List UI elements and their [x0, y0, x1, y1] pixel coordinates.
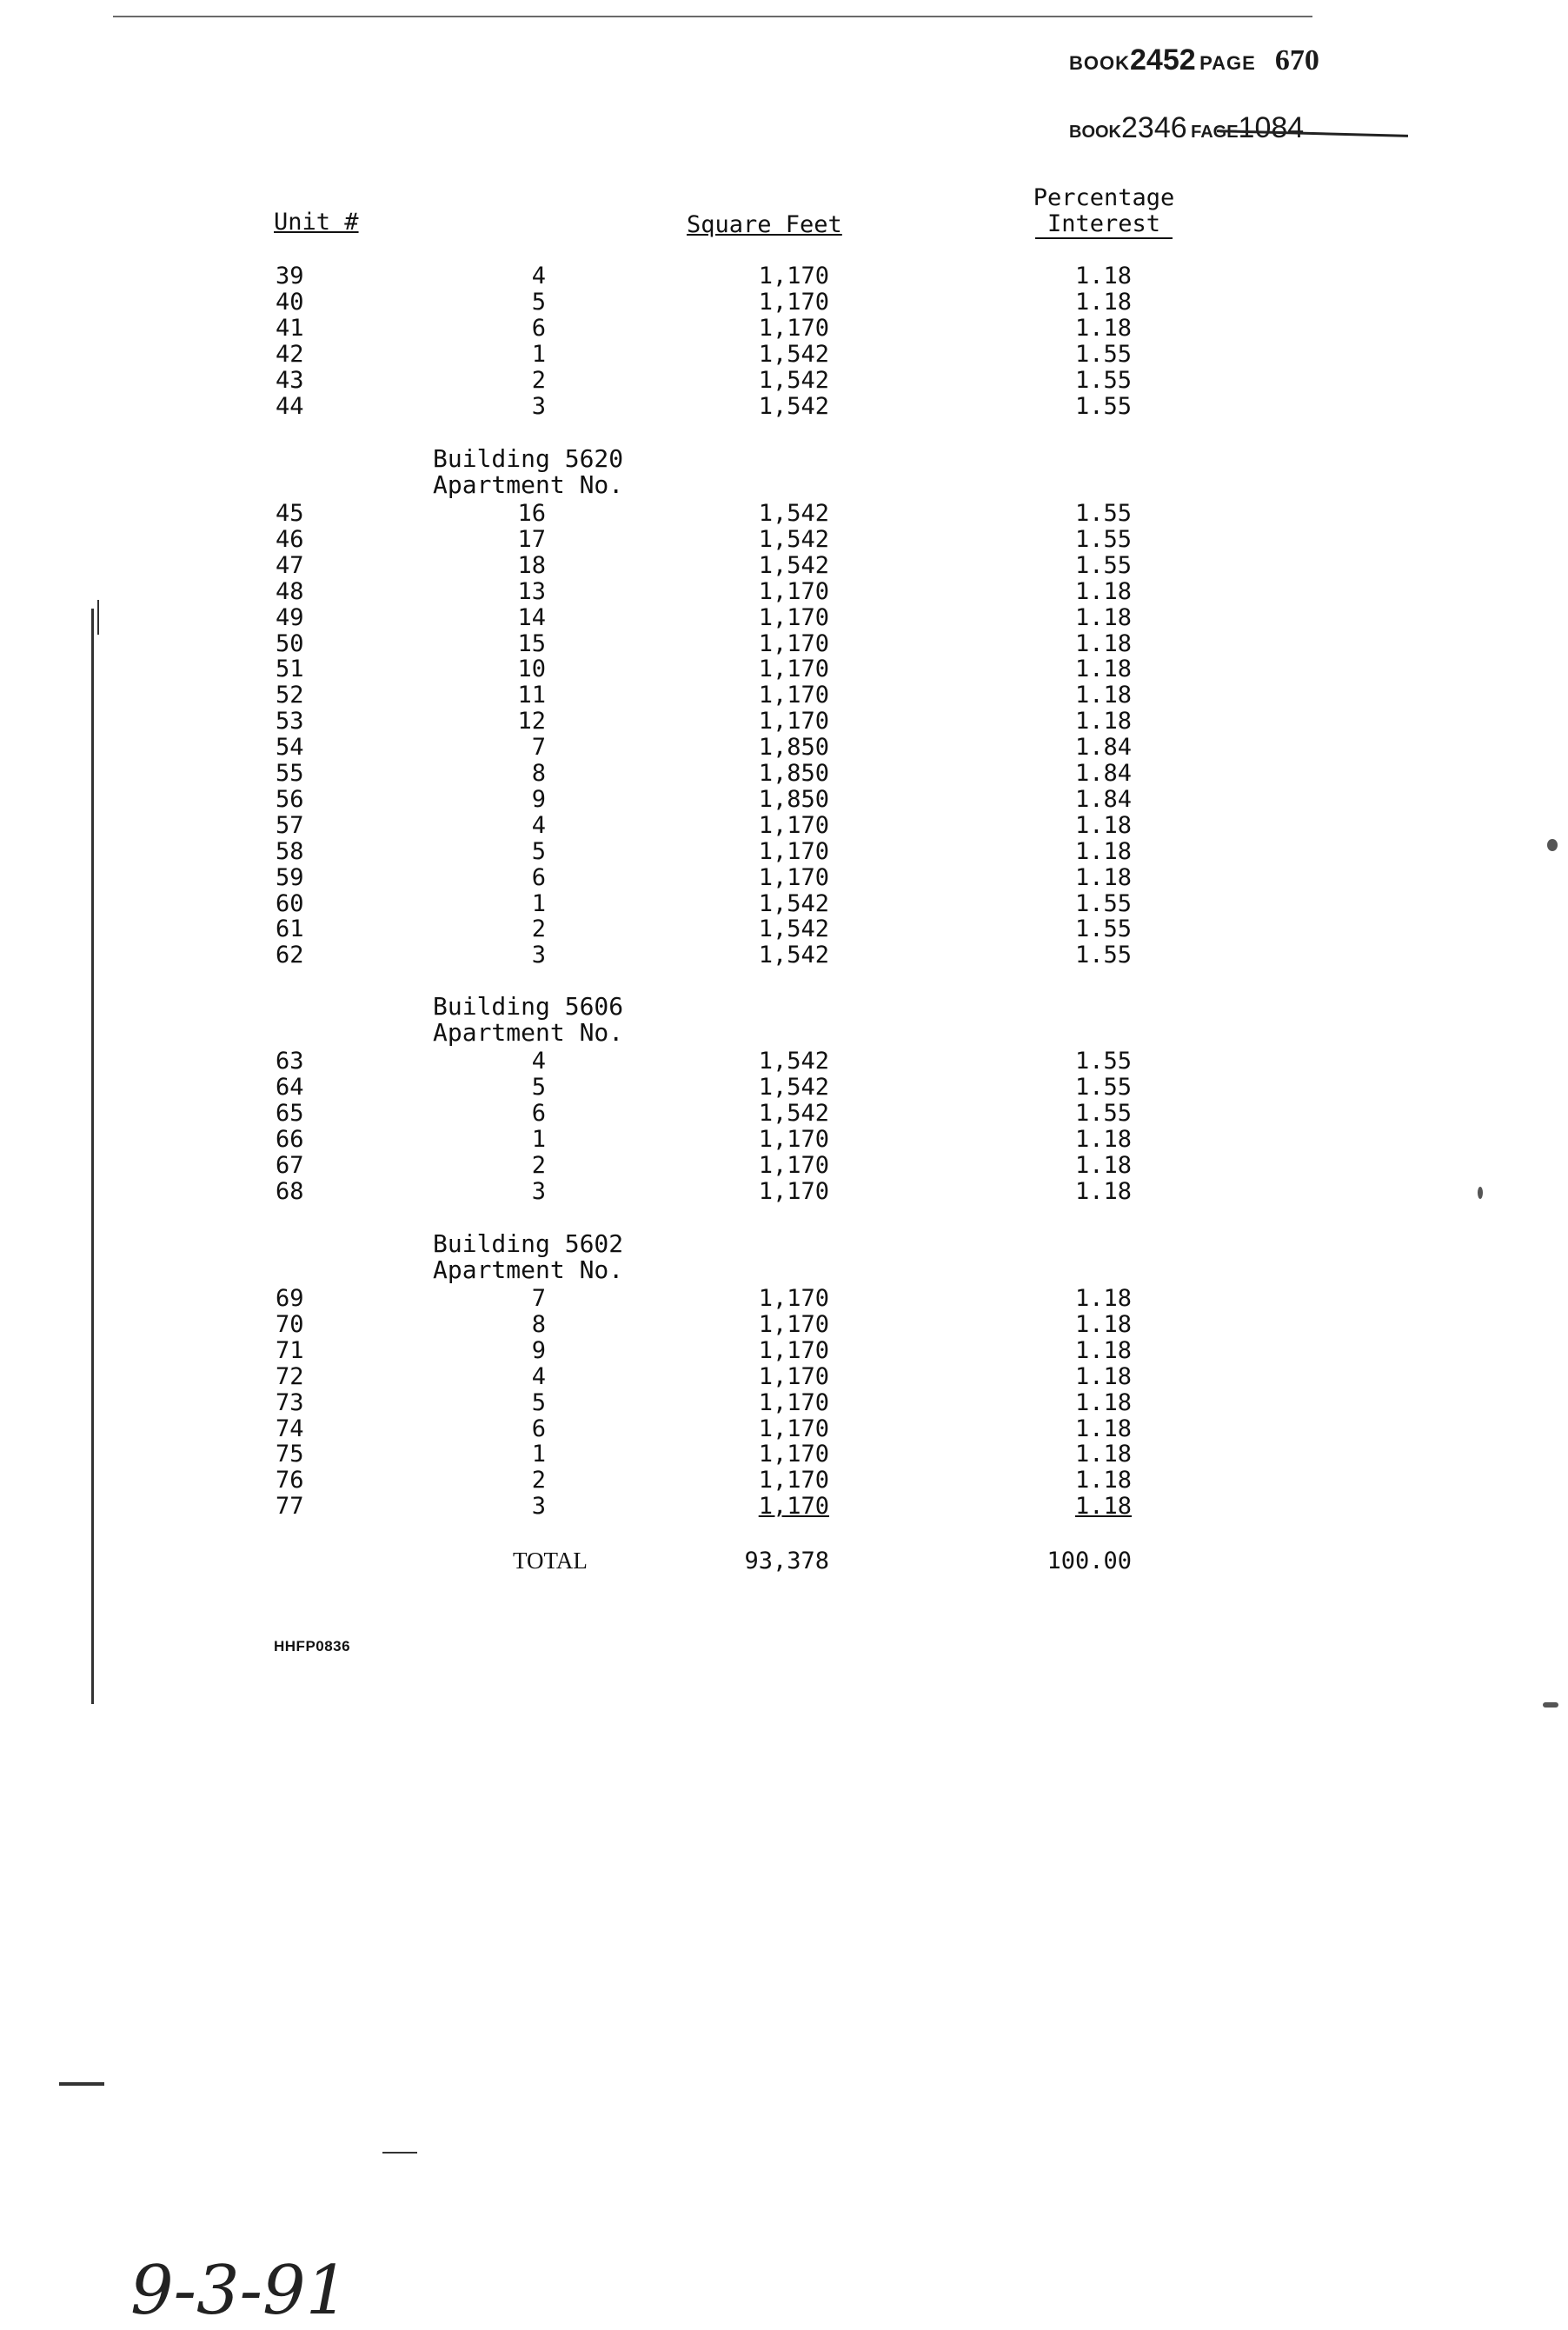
unit-cell: 61 — [276, 915, 304, 943]
book-number: 2452 — [1130, 43, 1196, 77]
percentage-cell: 1.18 — [1074, 1441, 1132, 1468]
old-page-number: 1084 — [1238, 111, 1305, 144]
apartment-cell: 2 — [531, 1467, 546, 1495]
unit-cell: 53 — [276, 708, 304, 736]
square-feet-cell: 1,170 — [758, 314, 829, 342]
table-row — [0, 1363, 1568, 1389]
table-row — [0, 500, 1568, 526]
unit-cell: 74 — [276, 1415, 304, 1442]
unit-cell: 41 — [276, 314, 304, 342]
unit-cell: 77 — [276, 1493, 304, 1521]
scan-speck — [1543, 1702, 1558, 1708]
apartment-cell: 3 — [531, 1493, 546, 1521]
total-square-feet: 93,378 — [744, 1548, 829, 1574]
building-5602-title: Building 5602 — [433, 1229, 624, 1258]
header-percentage-interest — [991, 185, 1217, 239]
unit-cell: 72 — [276, 1362, 304, 1390]
apartment-cell: 7 — [531, 734, 546, 762]
table-row — [0, 578, 1568, 604]
percentage-cell: 1.84 — [1074, 785, 1132, 813]
table-row — [0, 1493, 1568, 1519]
table-row — [0, 393, 1568, 419]
percentage-cell: 1.55 — [1074, 942, 1132, 969]
apartment-cell: 1 — [531, 1125, 546, 1153]
apartment-cell: 7 — [531, 1285, 546, 1312]
percentage-cell: 1.18 — [1074, 577, 1132, 605]
square-feet-cell: 1,170 — [758, 1125, 829, 1153]
apartment-cell: 3 — [531, 1177, 546, 1205]
square-feet-cell: 1,170 — [758, 1310, 829, 1338]
apartment-cell: 12 — [517, 708, 546, 736]
percentage-cell: 1.18 — [1074, 1125, 1132, 1153]
square-feet-cell: 1,170 — [758, 288, 829, 316]
percentage-cell: 1.55 — [1074, 340, 1132, 368]
apartment-cell: 2 — [531, 1151, 546, 1179]
total-row — [0, 1548, 1568, 1574]
unit-cell: 43 — [276, 366, 304, 394]
apartment-cell: 13 — [517, 577, 546, 605]
document-code: HHFP0836 — [274, 1638, 351, 1654]
unit-cell: 40 — [276, 288, 304, 316]
square-feet-cell: 1,542 — [758, 500, 829, 527]
header-unit: Unit # — [274, 209, 359, 236]
unit-cell: 51 — [276, 656, 304, 683]
table-row — [0, 315, 1568, 341]
table-row — [0, 915, 1568, 942]
percentage-cell: 1.18 — [1074, 263, 1132, 290]
percentage-cell: 1.18 — [1074, 1467, 1132, 1495]
unit-cell: 65 — [276, 1099, 304, 1127]
square-feet-cell: 1,850 — [758, 760, 829, 787]
unit-cell: 44 — [276, 392, 304, 420]
table-row — [0, 1178, 1568, 1204]
table-row — [0, 1074, 1568, 1100]
apartment-cell: 2 — [531, 915, 546, 943]
percentage-cell: 1.84 — [1074, 760, 1132, 787]
apartment-cell: 4 — [531, 1362, 546, 1390]
unit-cell: 70 — [276, 1310, 304, 1338]
square-feet-cell: 1,170 — [758, 629, 829, 657]
table-row — [0, 760, 1568, 786]
apartment-cell: 9 — [531, 1336, 546, 1364]
unit-cell: 42 — [276, 340, 304, 368]
table-row — [0, 341, 1568, 367]
percentage-cell: 1.18 — [1074, 629, 1132, 657]
percentage-cell: 1.18 — [1074, 708, 1132, 736]
square-feet-cell: 1,170 — [758, 682, 829, 709]
table-row — [0, 1100, 1568, 1126]
building-5620-heading — [433, 446, 623, 498]
unit-cell: 66 — [276, 1125, 304, 1153]
apartment-cell: 18 — [517, 551, 546, 579]
book-label: BOOK — [1069, 52, 1130, 74]
apartment-cell: 5 — [531, 1388, 546, 1416]
apartment-cell: 5 — [531, 288, 546, 316]
square-feet-cell: 1,542 — [758, 340, 829, 368]
total-label: TOTAL — [513, 1548, 588, 1574]
unit-cell: 55 — [276, 760, 304, 787]
apartment-cell: 6 — [531, 1415, 546, 1442]
apartment-cell: 1 — [531, 889, 546, 917]
bottom-left-scan-mark — [59, 2082, 104, 2086]
percentage-cell: 1.55 — [1074, 500, 1132, 527]
table-row — [0, 1048, 1568, 1074]
building-5602-subtitle: Apartment No. — [433, 1255, 624, 1284]
square-feet-cell: 1,170 — [758, 603, 829, 631]
unit-cell: 73 — [276, 1388, 304, 1416]
percentage-cell: 1.84 — [1074, 734, 1132, 762]
percentage-cell: 1.55 — [1074, 1073, 1132, 1101]
unit-cell: 58 — [276, 837, 304, 865]
percentage-cell: 1.18 — [1074, 1388, 1132, 1416]
building-5606-subtitle: Apartment No. — [433, 1018, 624, 1047]
unit-cell: 50 — [276, 629, 304, 657]
old-book-number: 2346 — [1121, 111, 1187, 144]
unit-cell: 59 — [276, 863, 304, 891]
unit-cell: 75 — [276, 1441, 304, 1468]
square-feet-cell: 1,170 — [758, 656, 829, 683]
unit-cell: 54 — [276, 734, 304, 762]
table-row — [0, 890, 1568, 916]
square-feet-cell: 1,170 — [758, 1467, 829, 1495]
percentage-cell: 1.18 — [1074, 1310, 1132, 1338]
unit-cell: 71 — [276, 1336, 304, 1364]
square-feet-cell: 1,542 — [758, 392, 829, 420]
square-feet-cell: 1,170 — [758, 1177, 829, 1205]
table-row — [0, 263, 1568, 289]
table-row — [0, 1441, 1568, 1467]
table-row — [0, 1389, 1568, 1415]
table-row — [0, 1152, 1568, 1178]
square-feet-cell: 1,170 — [758, 1151, 829, 1179]
apartment-cell: 4 — [531, 1048, 546, 1075]
table-row — [0, 682, 1568, 708]
unit-cell: 48 — [276, 577, 304, 605]
header-square-feet: Square Feet — [687, 211, 842, 238]
unit-cell: 67 — [276, 1151, 304, 1179]
margin-scan-mark — [97, 600, 99, 635]
table-row — [0, 630, 1568, 656]
apartment-cell: 16 — [517, 500, 546, 527]
percentage-cell: 1.55 — [1074, 392, 1132, 420]
table-row — [0, 367, 1568, 393]
unit-cell: 49 — [276, 603, 304, 631]
top-rule — [113, 16, 1312, 17]
left-margin-scan-mark — [91, 609, 94, 1704]
apartment-cell: 8 — [531, 760, 546, 787]
building-5620-subtitle: Apartment No. — [433, 470, 624, 499]
square-feet-cell: 1,542 — [758, 942, 829, 969]
header-pct-line2: Interest — [1035, 211, 1173, 239]
square-feet-cell: 1,542 — [758, 889, 829, 917]
old-page-label: FAGE — [1191, 123, 1239, 142]
unit-cell: 52 — [276, 682, 304, 709]
building-5606-title: Building 5606 — [433, 992, 624, 1021]
square-feet-cell: 1,170 — [758, 577, 829, 605]
table-row — [0, 1337, 1568, 1363]
apartment-cell: 4 — [531, 811, 546, 839]
handwritten-date: 9-3-91 — [130, 2252, 349, 2330]
table-row — [0, 812, 1568, 838]
square-feet-cell: 1,170 — [758, 811, 829, 839]
percentage-cell: 1.18 — [1074, 656, 1132, 683]
square-feet-cell: 1,170 — [758, 1441, 829, 1468]
page-number: 670 — [1274, 44, 1319, 77]
apartment-cell: 10 — [517, 656, 546, 683]
unit-cell: 56 — [276, 785, 304, 813]
square-feet-cell: 1,542 — [758, 1099, 829, 1127]
building-5606-heading — [433, 994, 623, 1046]
square-feet-cell: 1,170 — [758, 863, 829, 891]
percentage-cell: 1.18 — [1074, 314, 1132, 342]
square-feet-cell: 1,170 — [758, 1285, 829, 1312]
percentage-cell: 1.55 — [1074, 551, 1132, 579]
unit-cell: 47 — [276, 551, 304, 579]
apartment-cell: 2 — [531, 366, 546, 394]
square-feet-cell: 1,170 — [758, 263, 829, 290]
table-row — [0, 786, 1568, 812]
square-feet-cell: 1,170 — [758, 1336, 829, 1364]
square-feet-cell: 1,542 — [758, 525, 829, 553]
percentage-cell: 1.18 — [1074, 1415, 1132, 1442]
unit-cell: 46 — [276, 525, 304, 553]
percentage-cell: 1.18 — [1074, 811, 1132, 839]
apartment-cell: 5 — [531, 837, 546, 865]
percentage-cell: 1.18 — [1074, 288, 1132, 316]
old-book-page-stamp — [1069, 111, 1304, 145]
building-5602-heading — [433, 1231, 623, 1283]
percentage-cell: 1.18 — [1074, 1177, 1132, 1205]
square-feet-cell: 1,170 — [758, 837, 829, 865]
table-row — [0, 734, 1568, 760]
unit-cell: 45 — [276, 500, 304, 527]
unit-cell: 57 — [276, 811, 304, 839]
percentage-cell: 1.18 — [1074, 1285, 1132, 1312]
table-row — [0, 708, 1568, 734]
header-pct-line1: Percentage — [1033, 184, 1175, 211]
unit-cell: 62 — [276, 942, 304, 969]
square-feet-cell: 1,170 — [758, 1493, 829, 1521]
apartment-cell: 1 — [531, 1441, 546, 1468]
percentage-cell: 1.18 — [1074, 1362, 1132, 1390]
table-row — [0, 1467, 1568, 1493]
apartment-cell: 15 — [517, 629, 546, 657]
percentage-cell: 1.55 — [1074, 915, 1132, 943]
apartment-cell: 3 — [531, 392, 546, 420]
apartment-cell: 17 — [517, 525, 546, 553]
apartment-cell: 4 — [531, 263, 546, 290]
scan-speck — [1547, 839, 1558, 851]
page-label: PAGE — [1199, 52, 1256, 74]
table-row — [0, 289, 1568, 315]
square-feet-cell: 1,850 — [758, 785, 829, 813]
table-row — [0, 1415, 1568, 1441]
square-feet-cell: 1,542 — [758, 915, 829, 943]
unit-cell: 60 — [276, 889, 304, 917]
unit-cell: 63 — [276, 1048, 304, 1075]
building-5620-title: Building 5620 — [433, 444, 624, 473]
unit-cell: 68 — [276, 1177, 304, 1205]
table-row — [0, 656, 1568, 682]
percentage-cell: 1.18 — [1074, 837, 1132, 865]
old-book-label: BOOK — [1069, 123, 1121, 142]
square-feet-cell: 1,170 — [758, 1362, 829, 1390]
unit-cell: 69 — [276, 1285, 304, 1312]
square-feet-cell: 1,542 — [758, 551, 829, 579]
apartment-cell: 6 — [531, 863, 546, 891]
table-row — [0, 1285, 1568, 1311]
total-percentage: 100.00 — [1046, 1548, 1132, 1574]
book-page-stamp — [1069, 43, 1319, 77]
square-feet-cell: 1,542 — [758, 1073, 829, 1101]
percentage-cell: 1.18 — [1074, 603, 1132, 631]
table-row — [0, 942, 1568, 968]
unit-cell: 76 — [276, 1467, 304, 1495]
apartment-cell: 5 — [531, 1073, 546, 1101]
percentage-cell: 1.18 — [1074, 1151, 1132, 1179]
percentage-cell: 1.18 — [1074, 1493, 1132, 1521]
table-row — [0, 1311, 1568, 1337]
percentage-cell: 1.55 — [1074, 1048, 1132, 1075]
scan-speck — [1478, 1187, 1483, 1199]
table-row — [0, 838, 1568, 864]
unit-cell: 64 — [276, 1073, 304, 1101]
apartment-cell: 6 — [531, 1099, 546, 1127]
apartment-cell: 3 — [531, 942, 546, 969]
percentage-cell: 1.55 — [1074, 525, 1132, 553]
unit-cell: 39 — [276, 263, 304, 290]
square-feet-cell: 1,542 — [758, 366, 829, 394]
percentage-cell: 1.55 — [1074, 889, 1132, 917]
table-row — [0, 864, 1568, 890]
table-row — [0, 604, 1568, 630]
square-feet-cell: 1,170 — [758, 708, 829, 736]
apartment-cell: 11 — [517, 682, 546, 709]
table-row — [0, 1126, 1568, 1152]
apartment-cell: 1 — [531, 340, 546, 368]
percentage-cell: 1.18 — [1074, 682, 1132, 709]
square-feet-cell: 1,850 — [758, 734, 829, 762]
apartment-cell: 8 — [531, 1310, 546, 1338]
square-feet-cell: 1,170 — [758, 1415, 829, 1442]
apartment-cell: 14 — [517, 603, 546, 631]
percentage-cell: 1.18 — [1074, 863, 1132, 891]
apartment-cell: 9 — [531, 785, 546, 813]
table-row — [0, 526, 1568, 552]
percentage-cell: 1.18 — [1074, 1336, 1132, 1364]
square-feet-cell: 1,542 — [758, 1048, 829, 1075]
table-row — [0, 552, 1568, 578]
percentage-cell: 1.55 — [1074, 1099, 1132, 1127]
apartment-cell: 6 — [531, 314, 546, 342]
percentage-cell: 1.55 — [1074, 366, 1132, 394]
square-feet-cell: 1,170 — [758, 1388, 829, 1416]
bottom-scan-mark — [382, 2152, 417, 2154]
